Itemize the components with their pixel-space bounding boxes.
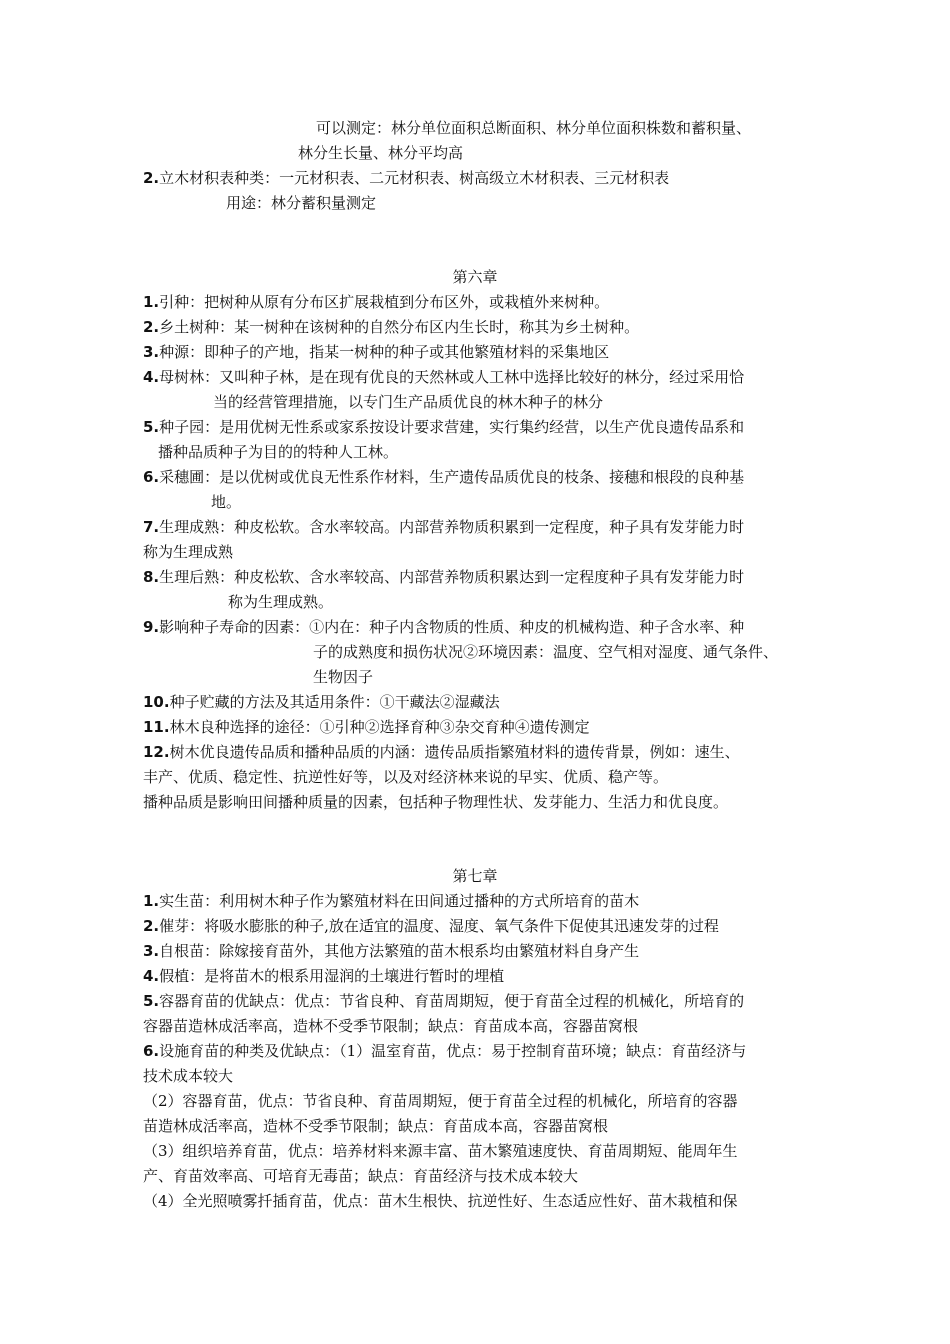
item-number: 2. [143,169,160,187]
item-number: 9. [143,618,160,636]
ch6-item-8 [143,565,744,589]
ch6-item-12 [143,740,740,764]
item-text: 林木良种选择的途径：①引种②选择育种③杂交育种④遗传测定 [169,718,590,736]
ch6-item-8-cont: 称为生理成熟。 [228,593,334,611]
chapter-7-title: 第七章 [452,867,498,885]
ch7-item-6 [143,1039,746,1063]
ch7-sub-4: （4）全光照喷雾扦插育苗，优点：苗木生根快、抗逆性好、生态适应性好、苗木栽植和保 [143,1192,738,1210]
ch6-item-9-cont-2: 生物因子 [313,668,374,686]
item-number: 2. [143,318,160,336]
ch6-item-12-cont-1: 丰产、优质、稳定性、抗逆性好等，以及对经济林来说的早实、优质、稳产等。 [143,768,669,786]
item-text: 引种：把树种从原有分布区扩展栽植到分布区外，或栽植外来树种。 [159,293,610,311]
item-number: 4. [143,368,160,386]
item-number: 1. [143,293,160,311]
item-text: 假植：是将苗木的根系用湿润的土壤进行暂时的埋植 [159,967,505,985]
ch6-item-12-cont-2: 播种品质是影响田间播种质量的因素，包括种子物理性状、发芽能力、生活力和优良度。 [143,793,729,811]
ch6-item-9-cont-1: 子的成熟度和损伤状况②环境因素：温度、空气相对湿度、通气条件、 [313,643,779,661]
ch6-item-4 [143,365,744,389]
ch6-item-9 [143,615,744,639]
ch7-sub-2: （2）容器育苗，优点：节省良种、育苗周期短，便于育苗全过程的机械化，所培育的容器 [143,1092,738,1110]
ch7-item-3 [143,939,639,963]
ch6-item-5-cont: 播种品质种子为目的的特种人工林。 [158,443,399,461]
item-text: 树木优良遗传品质和播种品质的内涵：遗传品质指繁殖材料的遗传背景，例如：速生、 [169,743,740,761]
item-number: 2. [143,917,160,935]
ch6-item-4-cont: 当的经营管理措施，以专门生产品质优良的林木种子的林分 [213,393,604,411]
item-text: 立木材积表种类：一元材积表、二元材积表、树高级立木材积表、三元材积表 [159,169,670,187]
item-text: 生理成熟：种皮松软。含水率较高。内部营养物质积累到一定程度，种子具有发芽能力时 [159,518,745,536]
item-text: 乡土树种：某一树种在该树种的自然分布区内生长时，称其为乡土树种。 [159,318,640,336]
ch6-item-10 [143,690,500,714]
item-text: 采穗圃：是以优树或优良无性系作材料，生产遗传品质优良的枝条、接穗和根段的良种基 [159,468,745,486]
item-number: 10. [143,693,170,711]
ch6-item-1 [143,290,609,314]
item-number: 1. [143,892,160,910]
ch7-item-6-cont: 技术成本较大 [143,1067,234,1085]
item-text: 催芽：将吸水膨胀的种子,放在适宜的温度、湿度、氧气条件下促使其迅速发芽的过程 [159,917,719,935]
item-number: 12. [143,743,170,761]
ch7-item-5 [143,989,744,1013]
ch7-item-1 [143,889,639,913]
item-text: 种子园：是用优树无性系或家系按设计要求营建，实行集约经营，以生产优良遗传品系和 [159,418,745,436]
top-item-2 [143,166,669,190]
item-text: 影响种子寿命的因素：①内在：种子内含物质的性质、种皮的机械构造、种子含水率、种 [159,618,745,636]
item-text: 设施育苗的种类及优缺点：（1）温室育苗，优点：易于控制育苗环境；缺点：育苗经济与 [159,1042,747,1060]
item-number: 7. [143,518,160,536]
ch7-sub-2-cont: 苗造林成活率高，造林不受季节限制；缺点：育苗成本高，容器苗窝根 [143,1117,609,1135]
ch7-sub-3-cont: 产、育苗效率高、可培育无毒苗；缺点：育苗经济与技术成本较大 [143,1167,579,1185]
ch6-item-11 [143,715,590,739]
item-number: 8. [143,568,160,586]
item-text: 实生苗：利用树木种子作为繁殖材料在田间通过播种的方式所培育的苗木 [159,892,640,910]
ch6-item-7 [143,515,744,539]
item-text: 种源：即种子的产地，指某一树种的种子或其他繁殖材料的采集地区 [159,343,610,361]
item-number: 4. [143,967,160,985]
ch6-item-3 [143,340,609,364]
top-line-2: 林分生长量、林分平均高 [298,144,464,162]
ch6-item-7-cont: 称为生理成熟 [143,543,234,561]
item-text: 容器育苗的优缺点：优点：节省良种、育苗周期短，便于育苗全过程的机械化，所培育的 [159,992,745,1010]
item-number: 3. [143,942,160,960]
item-number: 5. [143,418,160,436]
item-number: 11. [143,718,170,736]
item-text: 自根苗：除嫁接育苗外，其他方法繁殖的苗木根系均由繁殖材料自身产生 [159,942,640,960]
item-text: 生理后熟：种皮松软、含水率较高、内部营养物质积累达到一定程度种子具有发芽能力时 [159,568,745,586]
ch6-item-5 [143,415,744,439]
ch7-item-5-cont: 容器苗造林成活率高，造林不受季节限制；缺点：育苗成本高，容器苗窝根 [143,1017,639,1035]
item-number: 6. [143,468,160,486]
ch6-item-6-cont: 地。 [211,493,242,511]
ch6-item-2 [143,315,639,339]
chapter-6-title: 第六章 [452,268,498,286]
top-item-2-usage: 用途：林分蓄积量测定 [226,194,377,212]
item-number: 5. [143,992,160,1010]
item-number: 6. [143,1042,160,1060]
item-text: 母树林：又叫种子林，是在现有优良的天然林或人工林中选择比较好的林分，经过采用恰 [159,368,745,386]
ch7-sub-3: （3）组织培养育苗，优点：培养材料来源丰富、苗木繁殖速度快、育苗周期短、能周年生 [143,1142,738,1160]
top-line-1: 可以测定：林分单位面积总断面积、林分单位面积株数和蓄积量、 [316,119,752,137]
ch7-item-4 [143,964,504,988]
ch7-item-2 [143,914,719,938]
item-number: 3. [143,343,160,361]
ch6-item-6 [143,465,744,489]
item-text: 种子贮藏的方法及其适用条件：①干藏法②湿藏法 [169,693,500,711]
